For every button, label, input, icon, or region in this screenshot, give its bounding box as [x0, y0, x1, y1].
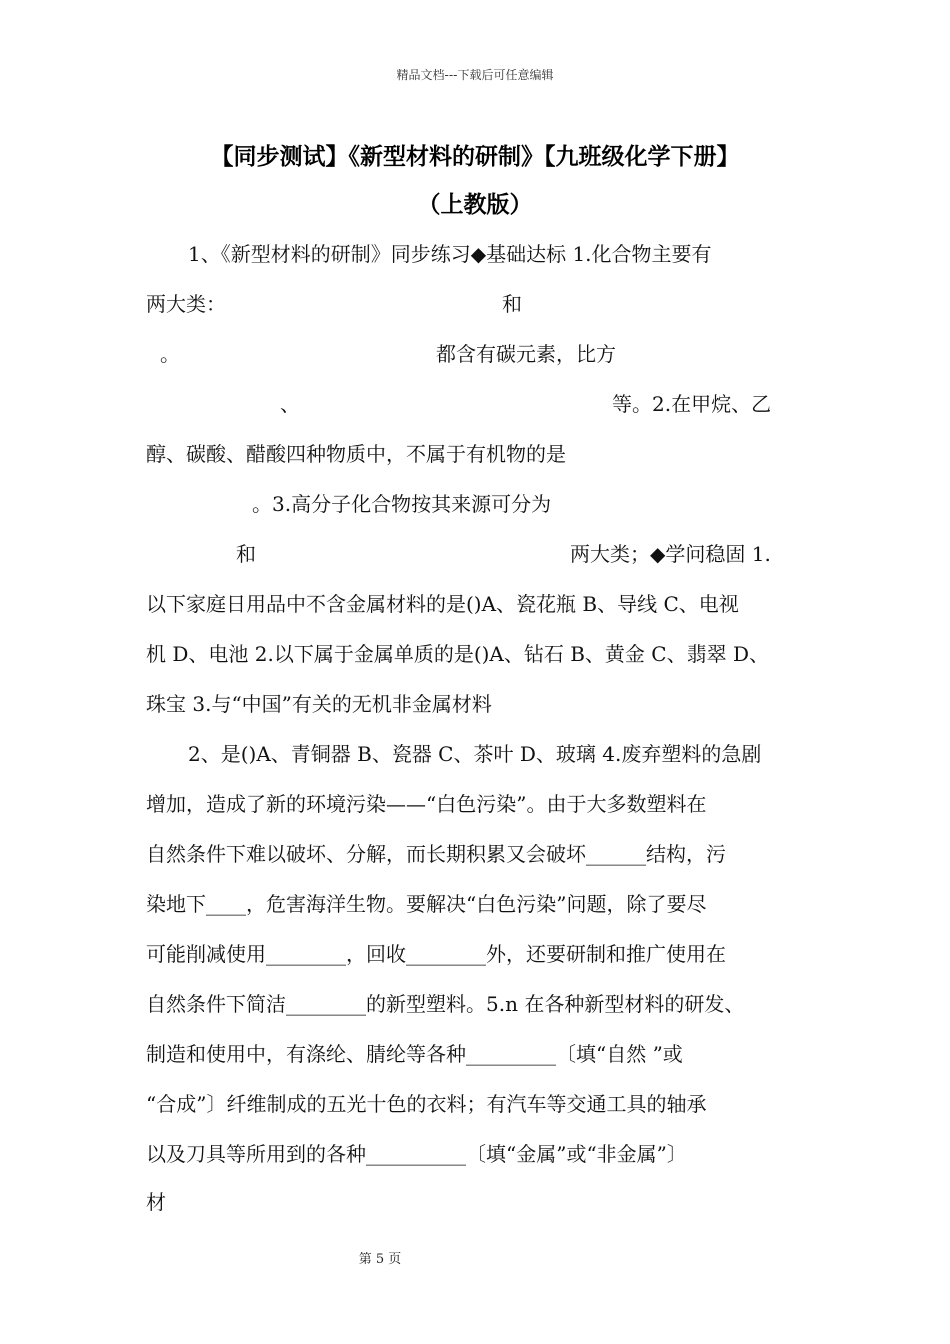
text-run: 染地下____，危害海洋生物。要解决“白色污染”问题，除了要尽: [146, 892, 707, 916]
body-line: [0, 938, 950, 970]
body-line: [0, 638, 950, 670]
text-run: 自然条件下难以破坏、分解，而长期积累又会破坏______结构，污: [146, 842, 726, 866]
text-run: 和: [236, 542, 256, 566]
body-line: [0, 238, 950, 270]
text-run: 。3.高分子化合物按其来源可分为: [252, 492, 552, 516]
body-line: [0, 588, 950, 620]
text-run: 1、《新型材料的研制》同步练习◆基础达标 1.化合物主要有: [188, 242, 712, 266]
body-line: [0, 1138, 950, 1170]
text-run: 以下家庭日用品中不含金属材料的是()A、瓷花瓶 B、导线 C、电视: [146, 592, 739, 616]
text-run: “合成”〕纤维制成的五光十色的衣料；有汽车等交通工具的轴承: [146, 1092, 707, 1116]
body-line: [0, 338, 950, 370]
body-line: [0, 538, 950, 570]
body-line: [0, 838, 950, 870]
text-run: 机 D、电池 2.以下属于金属单质的是()A、钻石 B、黄金 C、翡翠 D、: [146, 642, 769, 666]
text-run: 都含有碳元素，比方: [436, 342, 616, 366]
body-line: [0, 438, 950, 470]
document-title: 【同步测试】《新型材料的研制》【九班级化学下册】: [210, 144, 740, 170]
text-run: 2、是()A、青铜器 B、瓷器 C、茶叶 D、玻璃 4.废弃塑料的急剧: [188, 742, 762, 766]
body-line: [0, 288, 950, 320]
text-run: 和: [502, 292, 522, 316]
body-line: [0, 788, 950, 820]
body-line: [0, 888, 950, 920]
text-run: 增加，造成了新的环境污染——“白色污染”。由于大多数塑料在: [146, 792, 707, 816]
text-run: 。: [160, 342, 180, 366]
body-line: [0, 988, 950, 1020]
text-run: 材: [146, 1190, 166, 1214]
body-line: [0, 1088, 950, 1120]
body-line: [0, 1038, 950, 1070]
body-line: [0, 688, 950, 720]
text-run: 自然条件下简洁________的新型塑料。5.n 在各种新型材料的研发、: [146, 992, 745, 1016]
text-run: 以及刀具等所用到的各种__________〔填“金属”或“非金属”〕: [146, 1142, 687, 1166]
text-run: 可能削减使用________，回收________外，还要研制和推广使用在: [146, 942, 726, 966]
document-subtitle: （上教版）: [417, 192, 533, 218]
body-line: [0, 388, 950, 420]
text-run: 等。2.在甲烷、乙: [612, 392, 772, 416]
text-run: 、: [280, 392, 300, 416]
page-number: 第 5 页: [358, 1252, 402, 1267]
text-run: 两大类；◆学问稳固 1.: [570, 542, 771, 566]
page-header: 精品文档---下载后可任意编辑: [396, 68, 554, 82]
text-run: 珠宝 3.与“中国”有关的无机非金属材料: [146, 692, 492, 716]
text-run: 两大类：: [146, 292, 226, 316]
text-run: 制造和使用中，有涤纶、腈纶等各种_________〔填“自然 ”或: [146, 1042, 683, 1066]
body-line: [0, 738, 950, 770]
body-line: [0, 488, 950, 520]
text-run: 醇、碳酸、醋酸四种物质中，不属于有机物的是: [146, 442, 566, 466]
body-line: [0, 1186, 950, 1218]
